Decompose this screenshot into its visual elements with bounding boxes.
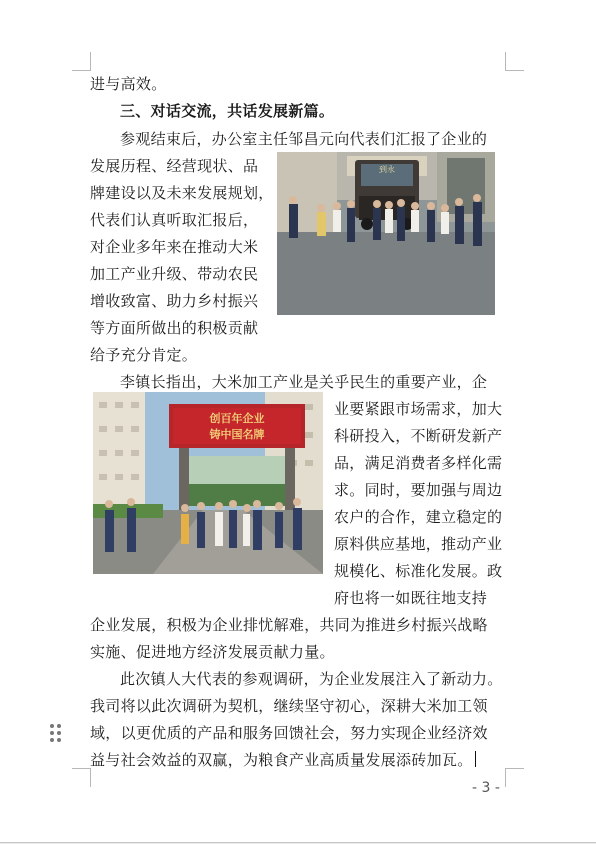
factory-gate-photo-drawing bbox=[93, 392, 323, 574]
section-heading[interactable]: 三、对话交流，共话发展新篇。 bbox=[120, 102, 335, 120]
factory-visit-photo-drawing bbox=[277, 152, 495, 315]
text-line[interactable]: 实施、促进地方经济发展贡献力量。 bbox=[90, 643, 335, 661]
text-line[interactable]: 等方面所做出的积极贡献 bbox=[90, 319, 259, 337]
factory-gate-photo[interactable] bbox=[93, 392, 323, 574]
text-line[interactable]: 府也将一如既往地支持 bbox=[334, 589, 488, 607]
text-line[interactable]: 科研投入，不断研发新产 bbox=[334, 427, 503, 445]
drag-handle-icon[interactable] bbox=[50, 724, 64, 744]
text-line[interactable]: 求。同时，要加强与周边 bbox=[334, 481, 503, 499]
gate-sign-line2: 铸中国名牌 bbox=[209, 428, 265, 441]
text-line[interactable]: 进与高效。 bbox=[90, 75, 167, 93]
text-line[interactable]: 加工产业升级、带动农民 bbox=[90, 265, 259, 283]
text-line[interactable]: 给予充分肯定。 bbox=[90, 346, 198, 364]
text-line[interactable]: 对企业多年来在推动大米 bbox=[90, 238, 259, 256]
text-line[interactable]: 域，以更优质的产品和服务回馈社会，努力实现企业经济效 bbox=[90, 724, 488, 742]
text-line[interactable]: 代表们认真听取汇报后， bbox=[90, 211, 259, 229]
margin-corner-mark bbox=[72, 768, 91, 787]
text-line[interactable]: 原料供应基地，推动产业 bbox=[334, 535, 503, 553]
text-line[interactable]: 增收致富、助力乡村振兴 bbox=[90, 292, 259, 310]
margin-corner-mark bbox=[505, 52, 524, 71]
text-line[interactable]: 李镇长指出，大米加工产业是关乎民生的重要产业，企 bbox=[120, 373, 488, 391]
margin-corner-mark bbox=[72, 52, 91, 71]
page-number: - 3 - bbox=[472, 780, 500, 796]
truck-sign-text: 到永 bbox=[379, 165, 395, 174]
text-line[interactable]: 业要紧跟市场需求，加大 bbox=[334, 400, 503, 418]
text-line-content: 益与社会效益的双赢，为粮食产业高质量发展添砖加瓦。 bbox=[90, 751, 473, 769]
text-line[interactable]: 企业发展，积极为企业排忧解难，共同为推进乡村振兴战略 bbox=[90, 616, 488, 634]
text-line[interactable]: 发展历程、经营现状、品 bbox=[90, 157, 259, 175]
text-line[interactable]: 牌建设以及未来发展规划， bbox=[90, 184, 274, 202]
text-line[interactable]: 农户的合作，建立稳定的 bbox=[334, 508, 503, 526]
text-line[interactable]: 规模化、标准化发展。政 bbox=[334, 562, 503, 580]
text-cursor bbox=[475, 751, 476, 767]
text-line[interactable]: 我司将以此次调研为契机，继续坚守初心，深耕大米加工领 bbox=[90, 697, 488, 715]
text-line[interactable]: 此次镇人大代表的参观调研，为企业发展注入了新动力。 bbox=[120, 670, 503, 688]
text-line-last[interactable] bbox=[90, 748, 510, 772]
text-line[interactable]: 品，满足消费者多样化需 bbox=[334, 454, 503, 472]
text-line[interactable]: 参观结束后，办公室主任邹昌元向代表们汇报了企业的 bbox=[120, 130, 488, 148]
gate-sign-line1: 创百年企业 bbox=[209, 412, 265, 425]
factory-visit-photo[interactable] bbox=[277, 152, 495, 315]
